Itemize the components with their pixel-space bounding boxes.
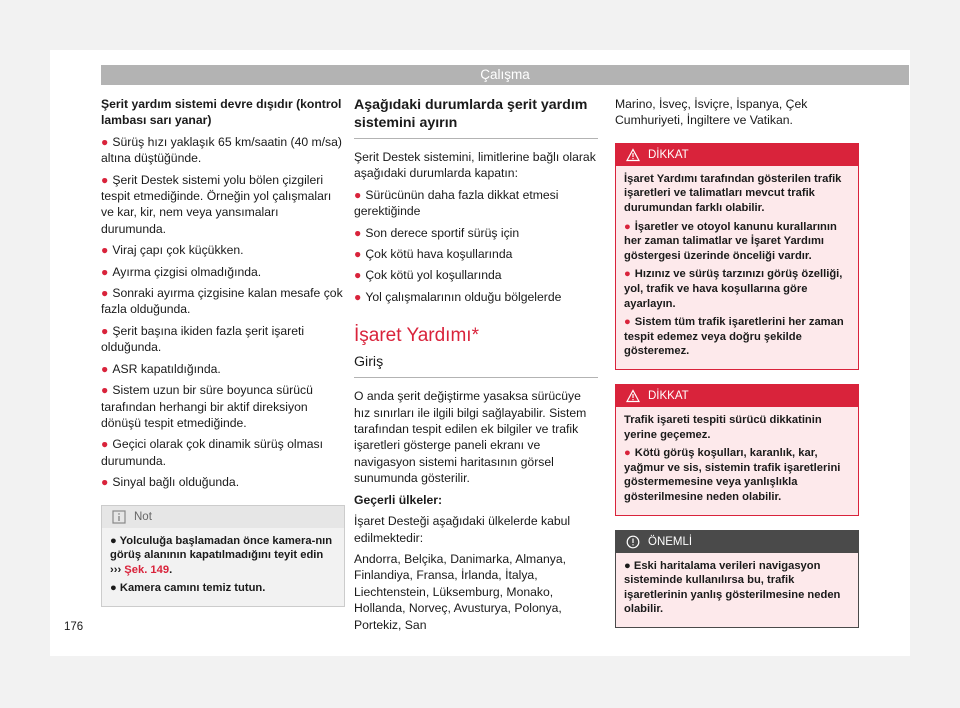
warning-title: DİKKAT (648, 389, 689, 402)
list-item: ● Eski haritalama verileri navigasyon sisteminde kullanılırsa bu, trafik işaretlerinin yanlış gösterilmesine neden olabilir. (624, 559, 841, 616)
paragraph: Marino, İsveç, İsviçre, İspanya, Çek Cumhuriyeti, İngiltere ve Vatikan. (615, 97, 808, 128)
bullet-icon: ● (354, 247, 362, 262)
bullet-icon: ● (101, 243, 109, 258)
list-item: ● Kötü görüş koşulları, karanlık, kar, yağmur ve sis, sistemin trafik işaretlerini göstermemesine veya yanlışlıkla gösterilmesine neden olabilir. (624, 447, 841, 503)
warning-header (616, 385, 858, 407)
bullet-icon: ● (624, 447, 631, 460)
important-box (615, 530, 859, 628)
list-item: ● Yol çalışmalarının olduğu bölgelerde (354, 289, 562, 304)
bullet-icon: ● (354, 289, 362, 304)
giris-subheading: Giriş (354, 353, 598, 378)
important-header (616, 531, 858, 553)
manual-page (50, 50, 910, 656)
warning-header (616, 144, 858, 166)
section-header-bar (101, 65, 909, 85)
list-item: ● Sürüş hızı yaklaşık 65 km/saatin (40 m/sa) altına düştüğünde. (101, 134, 342, 166)
bullet-icon: ● (624, 559, 634, 572)
list-item: ● Çok kötü hava koşullarında (354, 247, 513, 262)
important-title: ÖNEMLİ (648, 535, 693, 548)
list-item: ● Geçici olarak çok dinamik sürüş olması durumunda. (101, 437, 324, 468)
list-item: ● Hızınız ve sürüş tarzınızı görüş özelliği, yol, trafik ve hava koşullarına göre ayarlayın. (624, 268, 843, 310)
bullet-icon: ● (101, 323, 109, 338)
note-title: Not (134, 510, 152, 523)
note-box (101, 505, 345, 607)
info-icon (112, 510, 126, 524)
bullet-icon: ● (101, 172, 109, 187)
list-item: ● Sistem uzun bir süre boyunca sürücü tarafından herhangi bir aktif direksiyon dönüşü tespit etmediğinde. (101, 383, 313, 430)
bullet-icon: ● (101, 286, 109, 301)
list-item: ● İşaretler ve otoyol kanunu kurallarının her zaman talimatlar ve İşaret Yardımı göstergesi üzerinde önceliği vardır. (624, 220, 837, 262)
list-item: ● Ayırma çizgisi olmadığında. (101, 264, 262, 279)
col2-intro: Şerit Destek sistemini, limitlerine bağlı olarak aşağıdaki durumlarda kapatın: (354, 150, 596, 181)
column-2 (354, 96, 598, 638)
warning-title: DİKKAT (648, 148, 689, 161)
bullet-icon: ● (624, 268, 631, 281)
important-body (616, 553, 858, 627)
bullet-icon: ● (101, 383, 109, 398)
paragraph: İşaret Desteği aşağıdaki ülkelerde kabul edilmektedir: (354, 514, 571, 545)
warning-triangle-icon (626, 389, 640, 403)
column-3 (615, 96, 859, 628)
col2-heading: Aşağıdaki durumlarda şerit yardım sistemini ayırın (354, 96, 598, 139)
bullet-icon: ● (354, 187, 362, 202)
bullet-icon: ● (624, 316, 631, 329)
col1-heading: Şerit yardım sistemi devre dışıdır (kontrol lambası sarı yanar) (101, 97, 342, 128)
isaret-yardimi-title: İşaret Yardımı* (354, 325, 479, 347)
warning-text: Trafik işareti tespiti sürücü dikkatinin yerine geçemez. (624, 413, 822, 441)
list-item: ● Sistem tüm trafik işaretlerini her zaman tespit edemez veya doğru şekilde gösteremez. (624, 316, 844, 358)
countries-label: Geçerli ülkeler: (354, 492, 443, 507)
bullet-icon: ● (101, 361, 109, 376)
list-item: ● Yolculuğa başlamadan önce kamera-nın görüş alanının kapatılmadığını teyit edin ››› Şek. 149. (110, 534, 333, 576)
list-item: ● ASR kapatıldığında. (101, 361, 221, 376)
exclamation-circle-icon (626, 535, 640, 549)
page-number: 176 (64, 621, 84, 633)
bullet-icon: ● (354, 268, 362, 283)
list-item: ● Son derece sportif sürüş için (354, 225, 520, 240)
bullet-icon: ● (110, 534, 120, 547)
list-item: ● Çok kötü yol koşullarında (354, 268, 502, 283)
note-header (102, 506, 344, 528)
column-1 (101, 96, 345, 607)
warning-box (615, 143, 859, 370)
list-item: ● Sinyal bağlı olduğunda. (101, 475, 240, 490)
note-body (102, 528, 344, 606)
figure-link[interactable]: Şek. 149 (124, 563, 170, 576)
paragraph: Andorra, Belçika, Danimarka, Almanya, Finlandiya, Fransa, İrlanda, İtalya, Liechtenstein, Lüksemburg, Monako, Hollanda, Norveç, Avusturya, Polonya, Portekiz, San (354, 551, 567, 632)
section-title: Çalışma (480, 67, 530, 82)
warning-body (616, 166, 858, 369)
bullet-icon: ● (101, 264, 109, 279)
warning-box (615, 384, 859, 516)
warning-body (616, 407, 858, 515)
bullet-icon: ● (624, 220, 631, 233)
list-item: ● Viraj çapı çok küçükken. (101, 243, 244, 258)
list-item: ● Şerit başına ikiden fazla şerit işareti olduğunda. (101, 323, 305, 355)
warning-triangle-icon (626, 148, 640, 162)
arrow-icon: ››› (110, 563, 122, 576)
warning-text: İşaret Yardımı tarafından gösterilen trafik işaretleri ve talimatları mevcut trafik durumundan farklı olabilir. (624, 172, 842, 214)
bullet-icon: ● (354, 225, 362, 240)
list-item: ● Sürücünün daha fazla dikkat etmesi gerektiğinde (354, 187, 559, 219)
list-item: ● Kamera camını temiz tutun. (110, 582, 266, 595)
list-item: ● Sonraki ayırma çizgisine kalan mesafe çok fazla olduğunda. (101, 286, 343, 317)
bullet-icon: ● (101, 475, 109, 490)
list-item: ● Şerit Destek sistemi yolu bölen çizgileri tespit etmediğinde. Örneğin yol çalışmaları ve kar, kir, nem veya yansımaları durumunda. (101, 172, 332, 236)
bullet-icon: ● (110, 582, 120, 595)
bullet-icon: ● (101, 437, 109, 452)
paragraph: O anda şerit değiştirme yasaksa sürücüye hız sınırları ile ilgili bilgi sağlayabilir. Sistem tarafından tespit edilen ek bilgiler ve trafik işaretleri gösterge paneli ekranı ve navigasyon sistemi haritasının görsel sunumunda gösterilir. (354, 389, 587, 486)
bullet-icon: ● (101, 134, 109, 149)
